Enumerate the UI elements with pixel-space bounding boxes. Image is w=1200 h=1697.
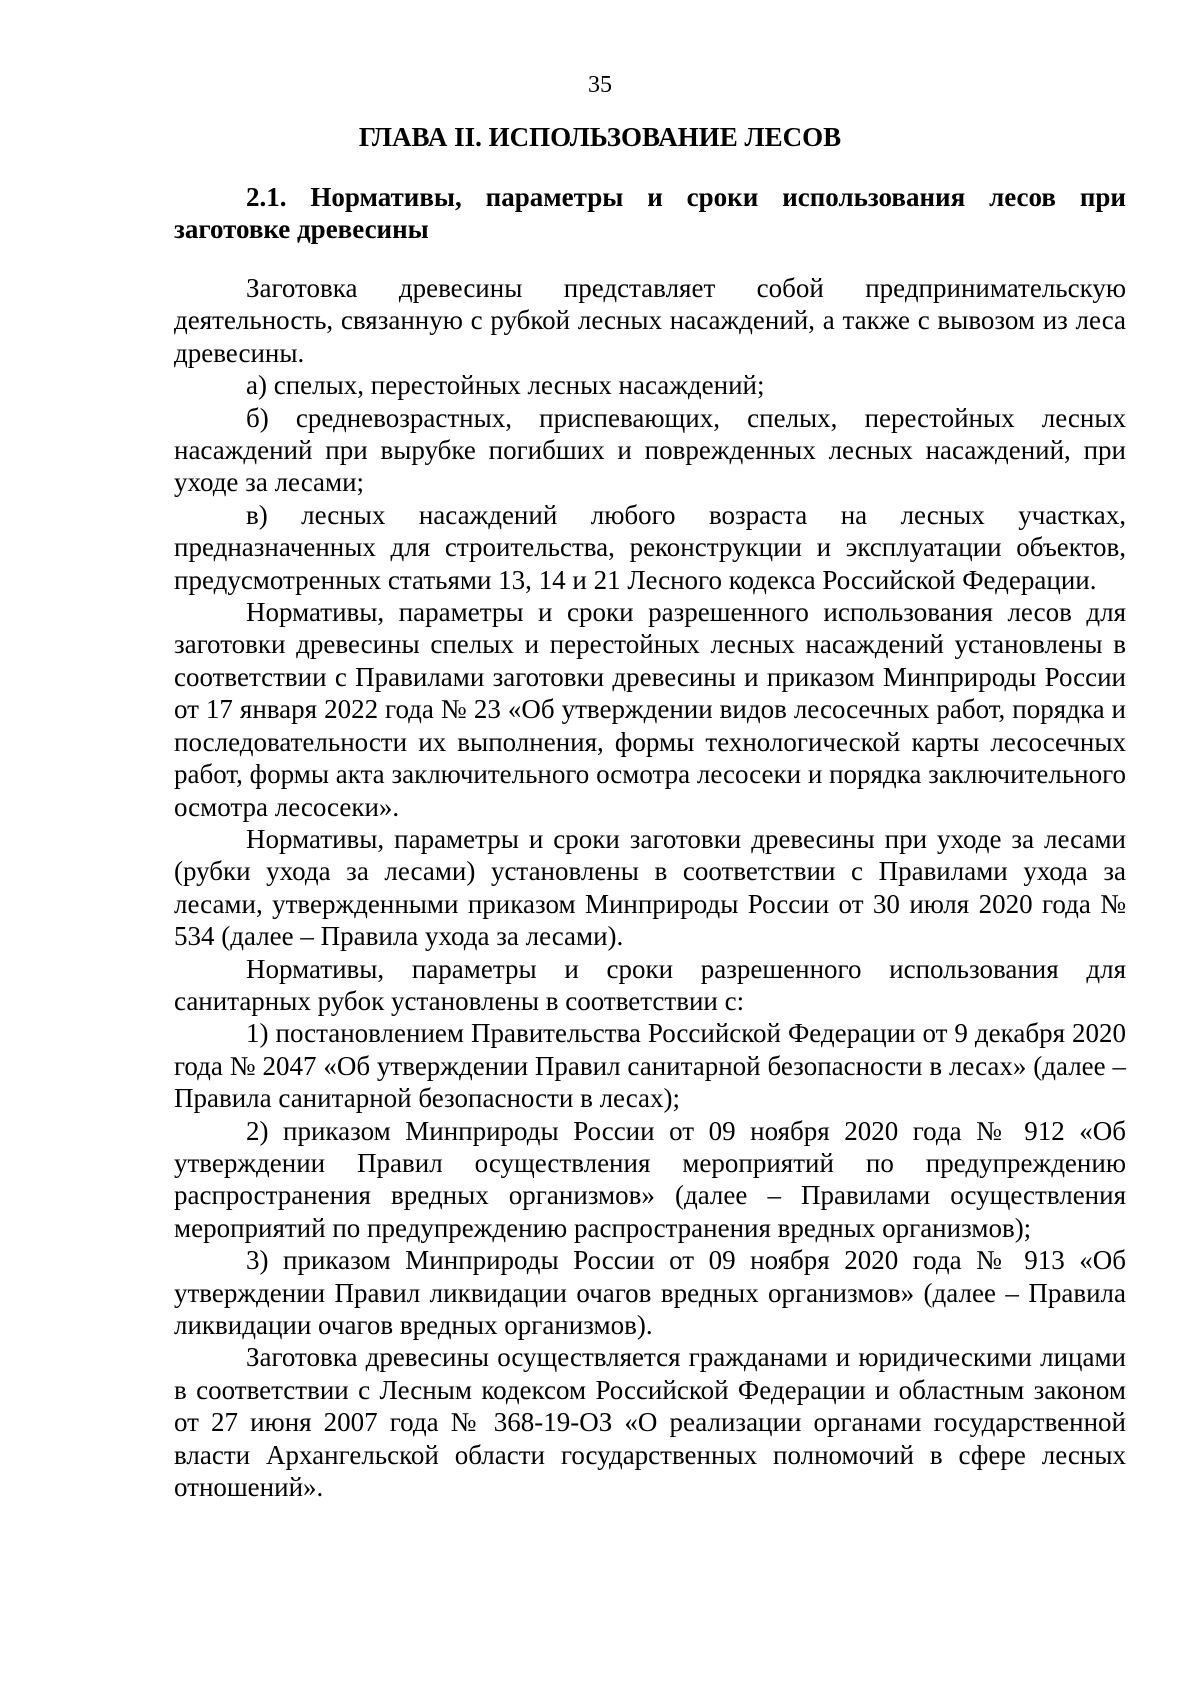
paragraph: Нормативы, параметры и сроки заготовки древесины при уходе за лесами (рубки ухода за лесами) установлены в соответствии с Правилами ухода за лесами, утвержденными приказом Минприроды России от 30 июля 2020 года № 534 (далее – Правила ухода за лесами).: [174, 823, 1126, 952]
list-item-1: 1) постановлением Правительства Российской Федерации от 9 декабря 2020 года № 2047 «Об утверждении Правил санитарной безопасности в лесах» (далее – Правила санитарной безопасности в лесах);: [174, 1018, 1126, 1114]
page-number: 35: [588, 72, 612, 98]
list-item-2: 2) приказом Минприроды России от 09 ноября 2020 года № 912 «Об утверждении Правил осуществления мероприятий по предупреждению распространения вредных организмов» (далее – Правилами осуществления мероприятий по предупреждению распространения вредных организмов);: [174, 1115, 1126, 1243]
list-item-a: а) спелых, перестойных лесных насаждений;: [246, 370, 765, 401]
body-text: [174, 272, 1126, 1503]
paragraph: Заготовка древесины осуществляется гражданами и юридическими лицами в соответствии с Лесным кодексом Российской Федерации и областным законом от 27 июня 2007 года № 368-19-ОЗ «О реализации органами государственной власти Архангельской области государственных полномочий в сфере лесных отношений».: [174, 1342, 1126, 1503]
list-item-3: 3) приказом Минприроды России от 09 ноября 2020 года № 913 «Об утверждении Правил ликвидации очагов вредных организмов» (далее – Правила ликвидации очагов вредных организмов).: [174, 1245, 1126, 1340]
paragraph: Нормативы, параметры и сроки разрешенного использования лесов для заготовки древесины спелых и перестойных лесных насаждений установлены в соответствии с Правилами заготовки древесины и приказом Минприроды России от 17 января 2022 года № 23 «Об утверждении видов лесосечных работ, порядка и последовательности их выполнения, формы технологической карты лесосечных работ, формы акта заключительного осмотра лесосеки и порядка заключительного осмотра лесосеки».: [174, 597, 1126, 822]
paragraph: Заготовка древесины представляет собой предпринимательскую деятельность, связанную с рубкой лесных насаждений, а также с вывозом из леса древесины.: [174, 273, 1126, 368]
section-title: 2.1. Нормативы, параметры и сроки использования лесов при заготовке древесины: [174, 182, 1126, 244]
chapter-title: ГЛАВА II. ИСПОЛЬЗОВАНИЕ ЛЕСОВ: [358, 122, 842, 152]
paragraph: Нормативы, параметры и сроки разрешенного использования для санитарных рубок установлены в соответствии с:: [174, 953, 1126, 1016]
list-item-v: в) лесных насаждений любого возраста на лесных участках, предназначенных для строительства, реконструкции и эксплуатации объектов, предусмотренных статьями 13, 14 и 21 Лесного кодекса Российской Федерации.: [174, 499, 1126, 595]
list-item-b: б) средневозрастных, приспевающих, спелых, перестойных лесных насаждений при вырубке погибших и поврежденных лесных насаждений, при уходе за лесами;: [174, 402, 1126, 498]
